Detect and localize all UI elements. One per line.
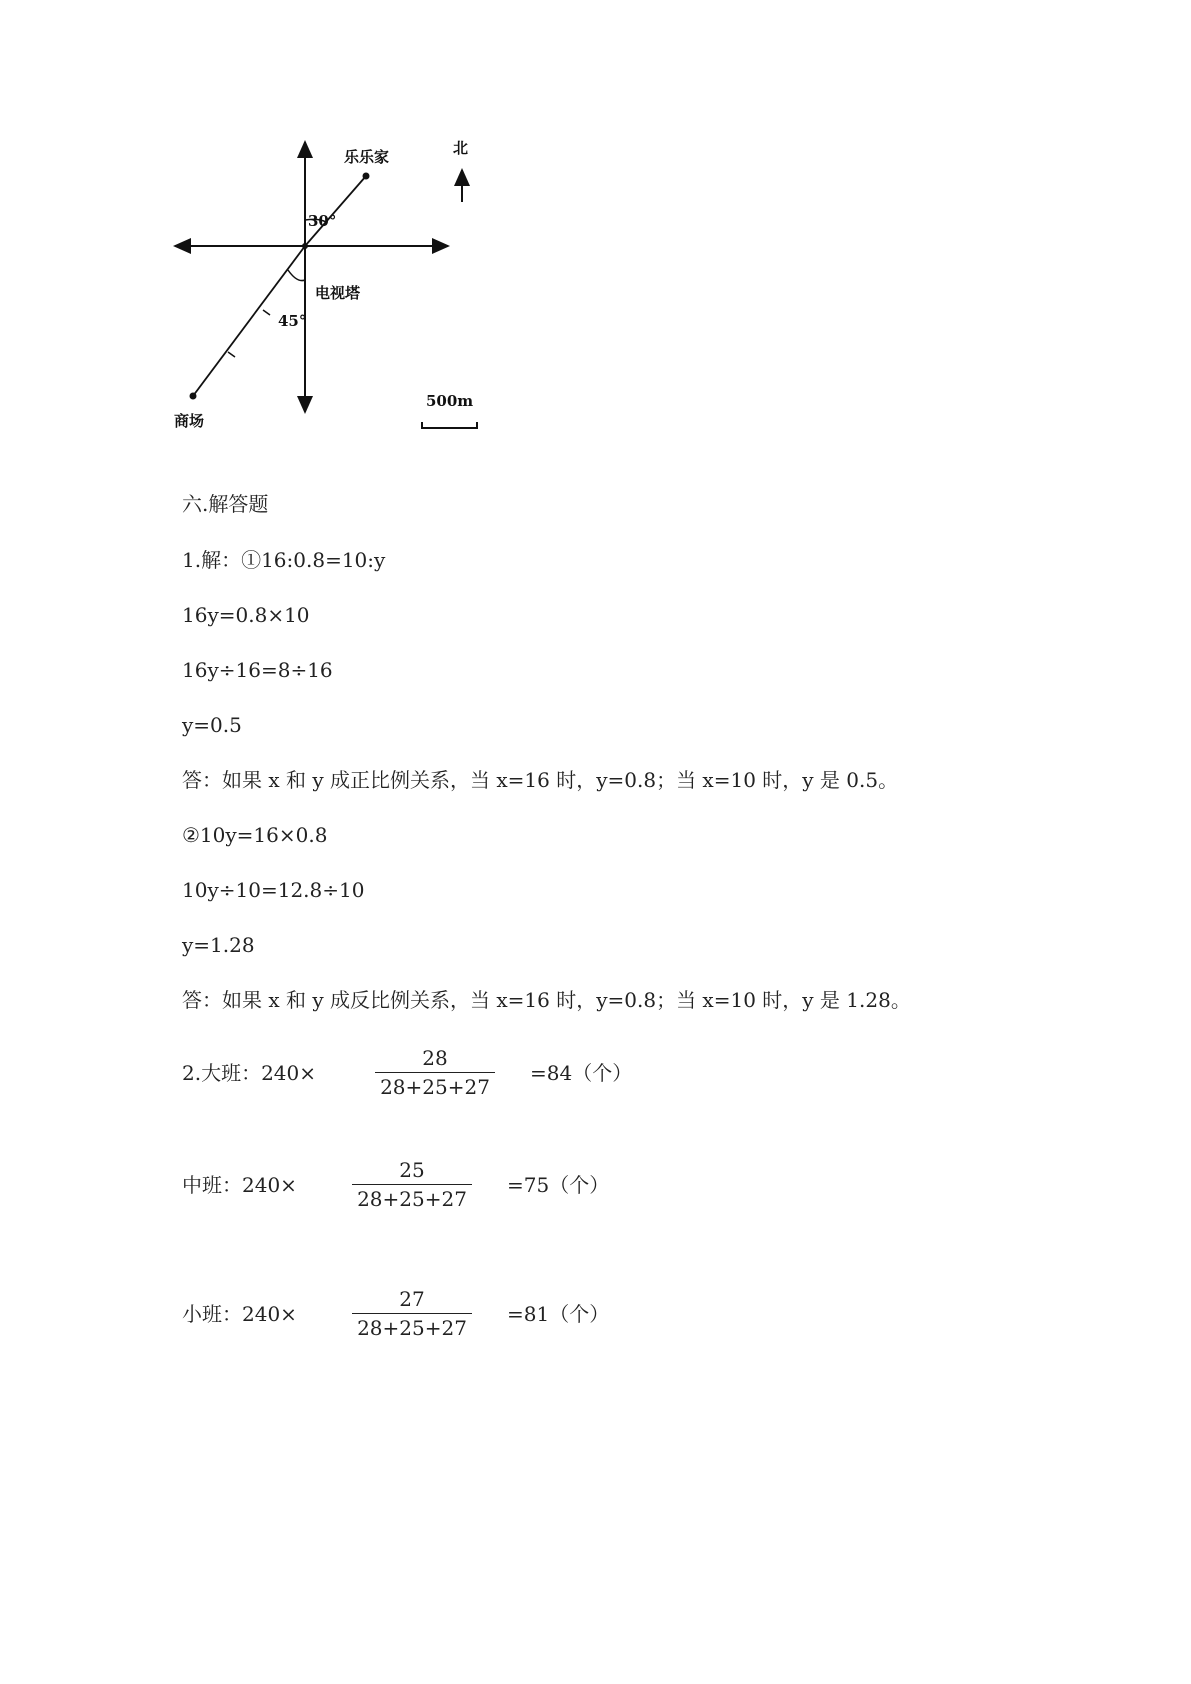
scale-label: 500m — [426, 392, 474, 410]
q1-line-5: ②10y=16×0.8 — [182, 823, 328, 847]
q2-fraction — [352, 1287, 472, 1340]
q1-line-7: y=1.28 — [182, 933, 255, 957]
q1-line-3: 16y÷16=8÷16 — [182, 658, 333, 682]
map-svg — [170, 130, 510, 470]
q2-row-result: =81（个） — [507, 1302, 610, 1326]
tv-tower-label: 电视塔 — [315, 284, 361, 302]
q1-line-6: 10y÷10=12.8÷10 — [182, 878, 365, 902]
fraction-denominator: 28+25+27 — [380, 1075, 490, 1099]
q1-answer-1: 答：如果 x 和 y 成正比例关系，当 x=16 时，y=0.8；当 x=10 时，y 是 0.5。 — [182, 768, 899, 792]
q2-row-result: =75（个） — [507, 1173, 610, 1197]
line-to-lele-home — [305, 176, 366, 246]
mall-point — [190, 393, 197, 400]
q1-line-1: 1.解：①16:0.8=10:y — [182, 548, 386, 572]
q2-fraction — [352, 1158, 472, 1211]
fraction-denominator: 28+25+27 — [357, 1187, 467, 1211]
q2-row-result: =84（个） — [530, 1061, 633, 1085]
fraction-denominator: 28+25+27 — [357, 1316, 467, 1340]
fraction-numerator: 27 — [399, 1287, 425, 1311]
tick-mark — [228, 352, 235, 357]
fraction-bar — [375, 1072, 495, 1073]
q2-fraction — [375, 1046, 495, 1099]
scale-bar — [422, 422, 477, 428]
tick-mark — [263, 310, 270, 315]
q2-row-prefix: 小班：240× — [182, 1302, 297, 1326]
angle-30-label: 30° — [308, 212, 337, 230]
tv-tower-point — [302, 243, 308, 249]
lele-home-point — [363, 173, 370, 180]
fraction-bar — [352, 1313, 472, 1314]
lele-home-label: 乐乐家 — [344, 148, 390, 166]
north-label: 北 — [453, 139, 469, 157]
direction-map-diagram — [170, 130, 510, 470]
fraction-bar — [352, 1184, 472, 1185]
angle-45-label: 45° — [278, 312, 307, 330]
q1-line-4: y=0.5 — [182, 713, 242, 737]
mall-label: 商场 — [174, 412, 205, 430]
fraction-numerator: 25 — [399, 1158, 425, 1182]
fraction-numerator: 28 — [422, 1046, 448, 1070]
q1-line-2: 16y=0.8×10 — [182, 603, 310, 627]
q2-row-prefix: 2.大班：240× — [182, 1061, 317, 1085]
angle-45-arc — [288, 270, 305, 281]
section-title: 六.解答题 — [182, 492, 269, 516]
q2-row-prefix: 中班：240× — [182, 1173, 297, 1197]
q1-answer-2: 答：如果 x 和 y 成反比例关系，当 x=16 时，y=0.8；当 x=10 时，y 是 1.28。 — [182, 988, 911, 1012]
